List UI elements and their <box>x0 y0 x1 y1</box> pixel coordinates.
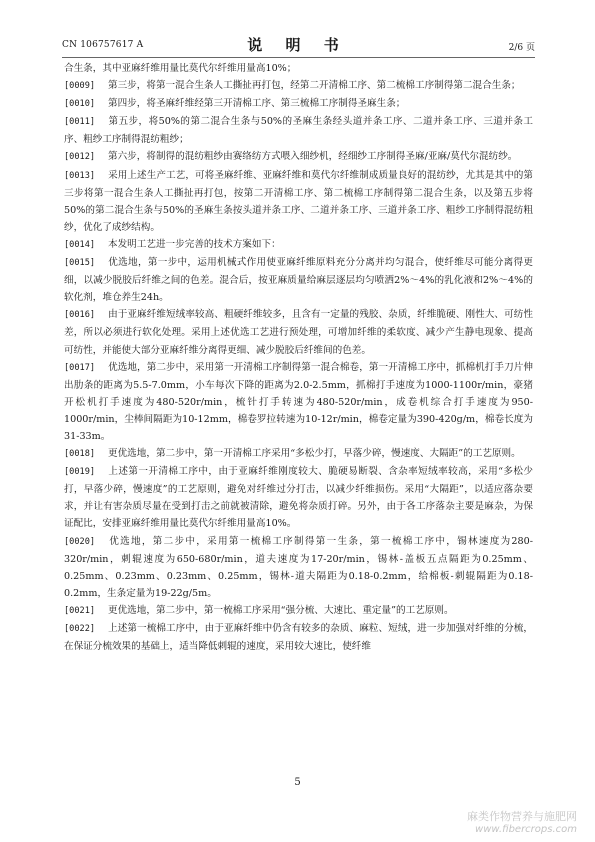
paragraph <box>64 236 533 254</box>
paragraph-text: 合生条，其中亚麻纤维用量比莫代尔纤维用量高10%； <box>64 63 297 74</box>
paragraph <box>64 463 533 532</box>
paragraph-number: [0013] <box>64 170 96 181</box>
page-indicator: 2/6 页 <box>508 43 535 53</box>
paragraph-number: [0022] <box>64 624 96 634</box>
header-divider <box>62 57 535 58</box>
paragraph <box>64 60 533 77</box>
paragraph <box>64 602 533 620</box>
document-body <box>64 60 533 655</box>
paragraph-text: 上述第一开清棉工序中，由于亚麻纤维刚度较大、脆硬易断裂、含杂率短绒率较高，采用“多松少打，早落少碎，慢速度”的工艺原则，避免对纤维过分打击，以减少纤维损伤。采用“大隔距”，以适应落杂要求，并让有害杂质尽量在受到打击之前就被清除，避免将杂质打碎。另外，由于各工序落杂主要是麻杂，为保证配比，安排亚麻纤维用量比莫代尔纤维用量高10%。 <box>64 466 533 530</box>
paragraph-text: 更优选地，第二步中，第一开清棉工序采用“多松少打，早落少碎，慢速度、大隔距”的工艺原则。 <box>108 448 521 460</box>
paragraph-text: 第三步，将第一混合生条人工撕扯再打包，经第二开清棉工序、第二梳棉工序制得第二混合生条； <box>108 80 521 92</box>
paragraph <box>64 95 533 113</box>
paragraph-number: [0015] <box>64 258 96 269</box>
paragraph <box>64 77 533 95</box>
paragraph-number: [0016] <box>64 310 96 321</box>
paragraph-text: 由于亚麻纤维短绒率较高、粗硬纤维较多，且含有一定量的残胶、杂质，纤维脆硬、刚性大、可纺性差，所以必须进行软化处理。采用上述优选工艺进行预处理，可增加纤维的柔软度、减少产生静电现象、提高可纺性，并能使大部分亚麻纤维分离得更细、减少脱胶后纤维间的色差。 <box>64 309 533 356</box>
paragraph-text: 优选地，第二步中，采用第一梳棉工序制得第一生条，第一梳棉工序中，锡林速度为280-320r/min，刺辊速度为650-680r/min，道夫速度为17-20r/min，锡林-盖板五点隔距为0.25mm、0.25mm、0.23mm、0.23mm、0.25mm，锡林-道夫隔距为0.18-0.2mm，给棉板-刺辊隔距为0.18-0.2mm，生条定量为19-22g/5m。 <box>64 535 533 599</box>
paragraph-number: [0018] <box>64 449 96 460</box>
paragraph-text: 更优选地，第二步中，第一梳棉工序采用“强分梳、大速比、重定量”的工艺原则。 <box>108 604 454 616</box>
page-number: 5 <box>294 777 301 788</box>
paragraph <box>64 533 533 602</box>
paragraph-text: 本发明工艺进一步完善的技术方案如下： <box>108 238 281 250</box>
paragraph-number: [0021] <box>64 605 96 616</box>
paragraph-number: [0014] <box>64 239 96 250</box>
watermark <box>437 808 577 835</box>
paragraph-number: [0019] <box>64 467 96 478</box>
paragraph-text: 优选地，第二步中，采用第一开清棉工序制得第一混合棉卷，第一开清棉工序中，抓棉机打手刀片伸出肋条的距离为5.5-7.0mm，小车每次下降的距离为2.0-2.5mm，抓棉打手速度为1000-1100r/min，豪猪开松机打手速度为480-520r/min，梳针打手转速为480-520r/min，成卷机综合打手速度为950-1000r/min，尘棒间隔距为10-12mm，棉卷罗拉转速为10-12r/min，棉卷定量为390-420g/m，棉卷长度为31-33m。 <box>64 361 533 442</box>
paragraph-text: 上述第一梳棉工序中，由于亚麻纤维中仍含有较多的杂质、麻粒、短绒，进一步加强对纤维的分梳，在保证分梳效果的基础上，适当降低刺辊的速度，采用较大速比，使纤维 <box>64 623 533 653</box>
document-title: 说 明 书 <box>247 36 348 54</box>
paragraph-text: 第四步，将圣麻纤维经第三开清棉工序、第三梳棉工序制得圣麻生条； <box>108 98 406 110</box>
paragraph-number: [0011] <box>64 117 96 128</box>
paragraph <box>64 445 533 463</box>
paragraph <box>64 113 533 148</box>
paragraph <box>64 620 533 655</box>
paragraph-number: [0017] <box>64 362 96 373</box>
paragraph-text: 第五步，将50%的第二混合生条与50%的圣麻生条经头道并条工序、二道并条工序、三道并条工序、粗纱工序制得混纺粗纱； <box>64 116 533 146</box>
paragraph-number: [0020] <box>64 536 96 547</box>
watermark-site-name: 麻类作物营养与施肥网 <box>467 810 577 823</box>
paragraph-text: 第六步，将制得的混纺粗纱由赛络纺方式喂入细纱机，经细纱工序制得圣麻/亚麻/莫代尔混纺纱。 <box>108 151 518 163</box>
paragraph-text: 采用上述生产工艺，可将圣麻纤维、亚麻纤维和莫代尔纤维制成质量良好的混纺纱，尤其是其中的第三步将第一混合生条人工撕扯再打包，按第二开清棉工序、第二梳棉工序制得第二混合生条，以及第五步将50%的第二混合生条与50%的圣麻生条按头道并条工序、二道并条工序、三道并条工序、粗纱工序制得混纺粗纱，优化了成纱结构。 <box>64 169 533 233</box>
paragraph-number: [0012] <box>64 152 96 163</box>
paragraph-text: 优选地，第一步中，运用机械式作用使亚麻纤维原料充分分离并均匀混合，使纤维尽可能分离得更细，以减少脱胶后纤维之间的色差。混合后，按亚麻质量给麻层逐层均匀喷洒2%～4%的乳化液和2%～4%的软化剂，堆仓养生24h。 <box>64 257 533 304</box>
paragraph <box>64 254 533 306</box>
paragraph <box>64 359 533 445</box>
paragraph <box>64 306 533 358</box>
paragraph <box>64 167 533 236</box>
paragraph-number: [0010] <box>64 99 96 110</box>
paragraph <box>64 148 533 166</box>
watermark-url: www.fibercrops.com <box>475 824 577 835</box>
paragraph-number: [0009] <box>64 81 96 92</box>
document-id: CN 106757617 A <box>62 40 144 50</box>
